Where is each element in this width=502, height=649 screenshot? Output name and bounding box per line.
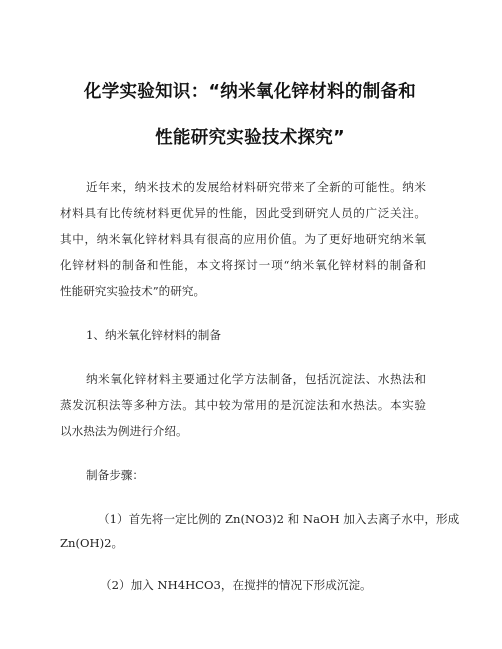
step-1-line-2: Zn(OH)2。 [60, 536, 124, 550]
section-1-line-2: 蒸发沉积法等多种方法。其中较为常用的是沉淀法和水热法。本实验 [60, 398, 426, 412]
section-1-line-1: 纳米氧化锌材料主要通过化学方法制备，包括沉淀法、水热法和 [86, 372, 426, 386]
intro-line-2: 材料具有比传统材料更优异的性能，因此受到研究人员的广泛关注。 [60, 206, 426, 220]
section-1-heading: 1、纳米氧化锌材料的制备 [86, 328, 221, 342]
step-1-line-1: （1）首先将一定比例的 Zn(NO3)2 和 NaOH 加入去离子水中，形成 [98, 512, 460, 526]
step-2-line: （2）加入 NH4HCO3，在搅拌的情况下形成沉淀。 [100, 578, 372, 592]
document-title-line-1: 化学实验知识：“纳米氧化锌材料的制备和 [83, 82, 417, 102]
intro-line-5: 性能研究实验技术”的研究。 [60, 284, 206, 298]
section-1-line-3: 以水热法为例进行介绍。 [60, 424, 188, 438]
intro-line-4: 化锌材料的制备和性能，本文将探讨一项“纳米氧化锌材料的制备和 [60, 258, 426, 272]
intro-line-1: 近年来，纳米技术的发展给材料研究带来了全新的可能性。纳米 [86, 180, 426, 194]
intro-line-3: 其中，纳米氧化锌材料具有很高的应用价值。为了更好地研究纳米氧 [60, 232, 426, 246]
steps-label: 制备步骤： [86, 468, 144, 482]
document-title-line-2: 性能研究实验技术探究” [155, 128, 345, 148]
